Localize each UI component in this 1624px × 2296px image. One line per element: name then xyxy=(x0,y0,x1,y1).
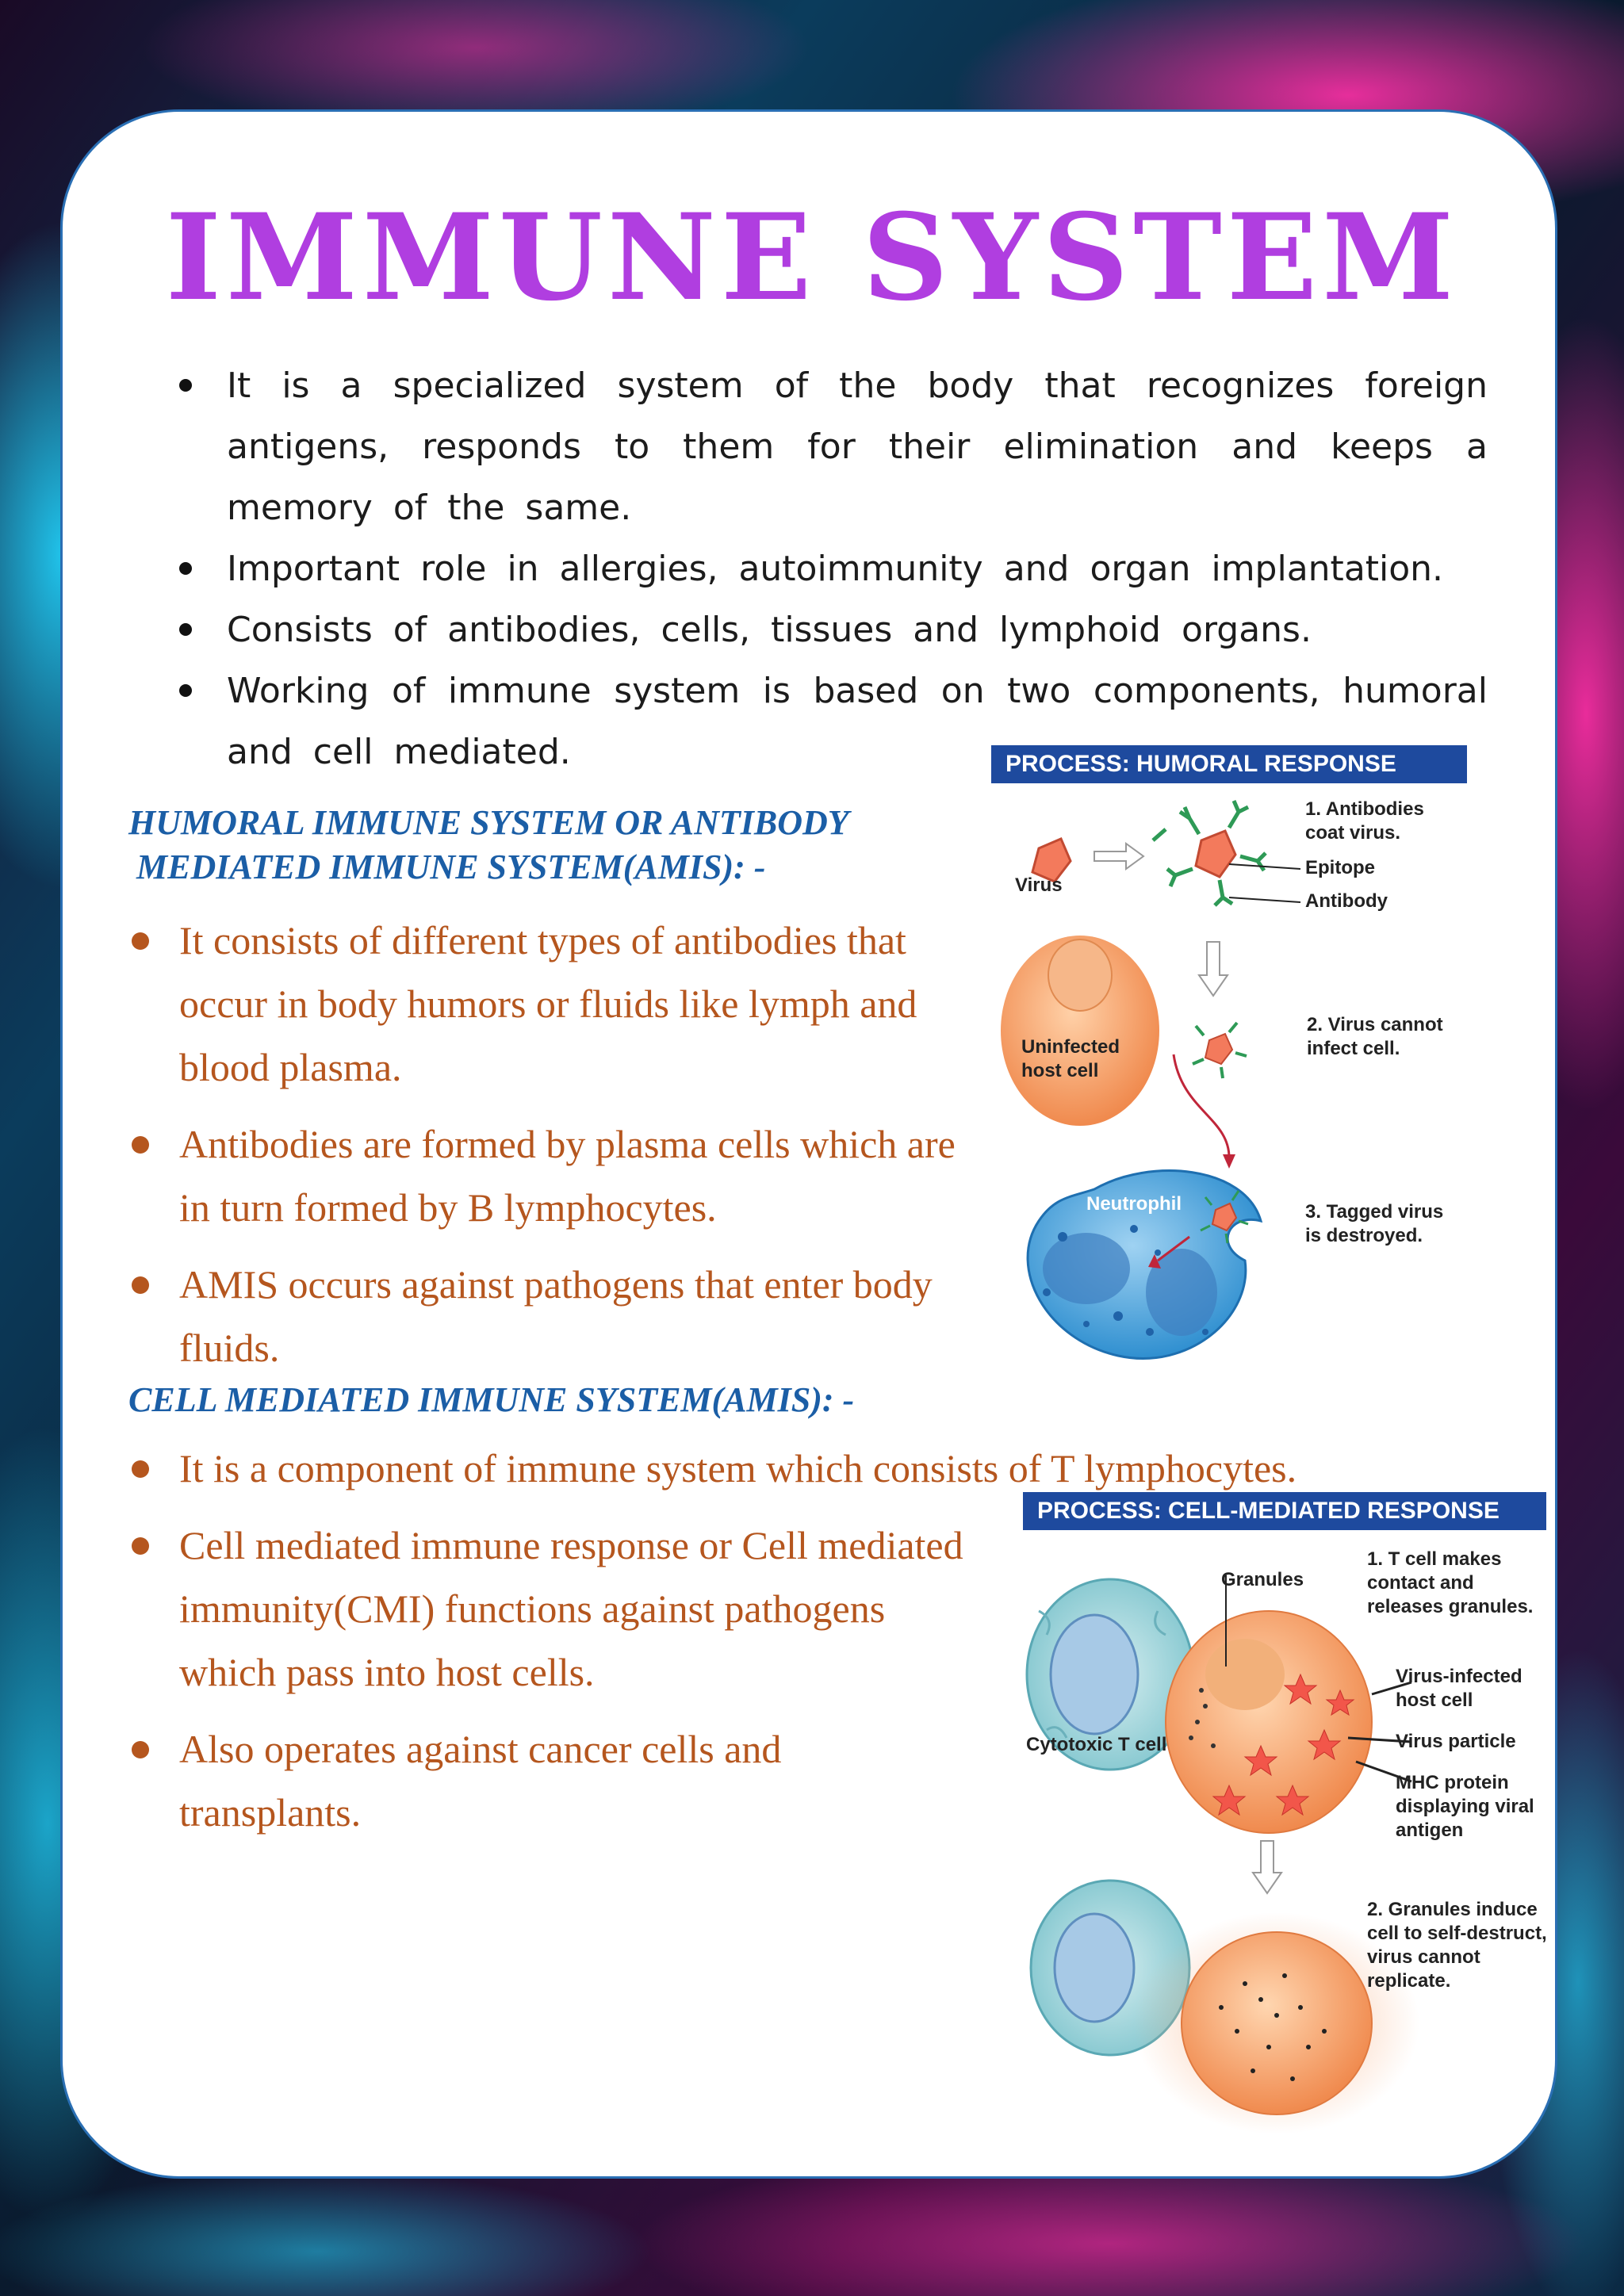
label-virus: Virus xyxy=(1015,874,1063,896)
cell-mediated-point-1: It is a component of immune system which consists of T lymphocytes. xyxy=(128,1437,1527,1500)
humoral-response-figure xyxy=(991,745,1467,1427)
label-epitope: Epitope xyxy=(1305,857,1375,878)
label-granules: Granules xyxy=(1221,1569,1304,1590)
intro-point-1: It is a specialized system of the body that recognizes foreign antigens, responds to them for their elimination and keeps a memory of the same. xyxy=(176,355,1488,538)
humoral-figure-illustration xyxy=(991,745,1467,1427)
label-neutrophil: Neutrophil xyxy=(1086,1193,1182,1215)
label-virus-particle: Virus particle xyxy=(1396,1731,1516,1752)
cell-mediated-point-2: Cell mediated immune response or Cell mediated immunity(CMI) functions against pathogens which pass into host cells. xyxy=(128,1513,988,1704)
humoral-point-1: It consists of different types of antibodies that occur in body humors or fluids like lymph and blood plasma. xyxy=(128,909,985,1099)
intro-point-2: Important role in allergies, autoimmunity and organ implantation. xyxy=(176,538,1488,599)
cell-mediated-heading: CELL MEDIATED IMMUNE SYSTEM(AMIS): - xyxy=(128,1380,855,1419)
cell-mediated-point-3: Also operates against cancer cells and transplants. xyxy=(128,1717,893,1844)
label-step2-virus-cannot-infect: 2. Virus cannot infect cell. xyxy=(1307,1014,1443,1059)
label-cytotoxic-t-cell: Cytotoxic T cell xyxy=(1026,1734,1167,1755)
page-title: IMMUNE SYSTEM xyxy=(165,188,1459,327)
humoral-heading xyxy=(128,801,849,890)
cell-mediated-figure-header: PROCESS: CELL-MEDIATED RESPONSE xyxy=(1023,1492,1546,1530)
humoral-figure-header: PROCESS: HUMORAL RESPONSE xyxy=(991,745,1467,783)
label-antibody: Antibody xyxy=(1305,890,1388,912)
label-virus-infected-host-cell: Virus-infected host cell xyxy=(1396,1666,1522,1711)
label-mhc-protein: MHC protein displaying viral antigen xyxy=(1396,1772,1534,1841)
intro-point-4: Working of immune system is based on two components, humoral and cell mediated. xyxy=(176,660,1488,783)
intro-point-3: Consists of antibodies, cells, tissues and lymphoid organs. xyxy=(176,599,1488,660)
humoral-heading-line2: MEDIATED IMMUNE SYSTEM(AMIS): - xyxy=(136,848,766,886)
label-step1-t-cell-contact: 1. T cell makes contact and releases granules. xyxy=(1367,1548,1534,1617)
humoral-points xyxy=(128,909,985,1393)
humoral-point-3: AMIS occurs against pathogens that enter body fluids. xyxy=(128,1253,985,1380)
label-step3-tagged-virus: 3. Tagged virus is destroyed. xyxy=(1305,1201,1444,1246)
label-step2-granules-induce: 2. Granules induce cell to self-destruct, virus cannot replicate. xyxy=(1367,1899,1547,1992)
cell-mediated-response-figure xyxy=(1023,1492,1554,2150)
label-step1-antibodies: 1. Antibodies coat virus. xyxy=(1305,798,1424,844)
intro-list xyxy=(176,355,1488,783)
label-host-cell: Uninfected host cell xyxy=(1021,1036,1120,1081)
humoral-point-2: Antibodies are formed by plasma cells which are in turn formed by B lymphocytes. xyxy=(128,1112,985,1239)
humoral-heading-line1: HUMORAL IMMUNE SYSTEM OR ANTIBODY xyxy=(128,803,849,842)
